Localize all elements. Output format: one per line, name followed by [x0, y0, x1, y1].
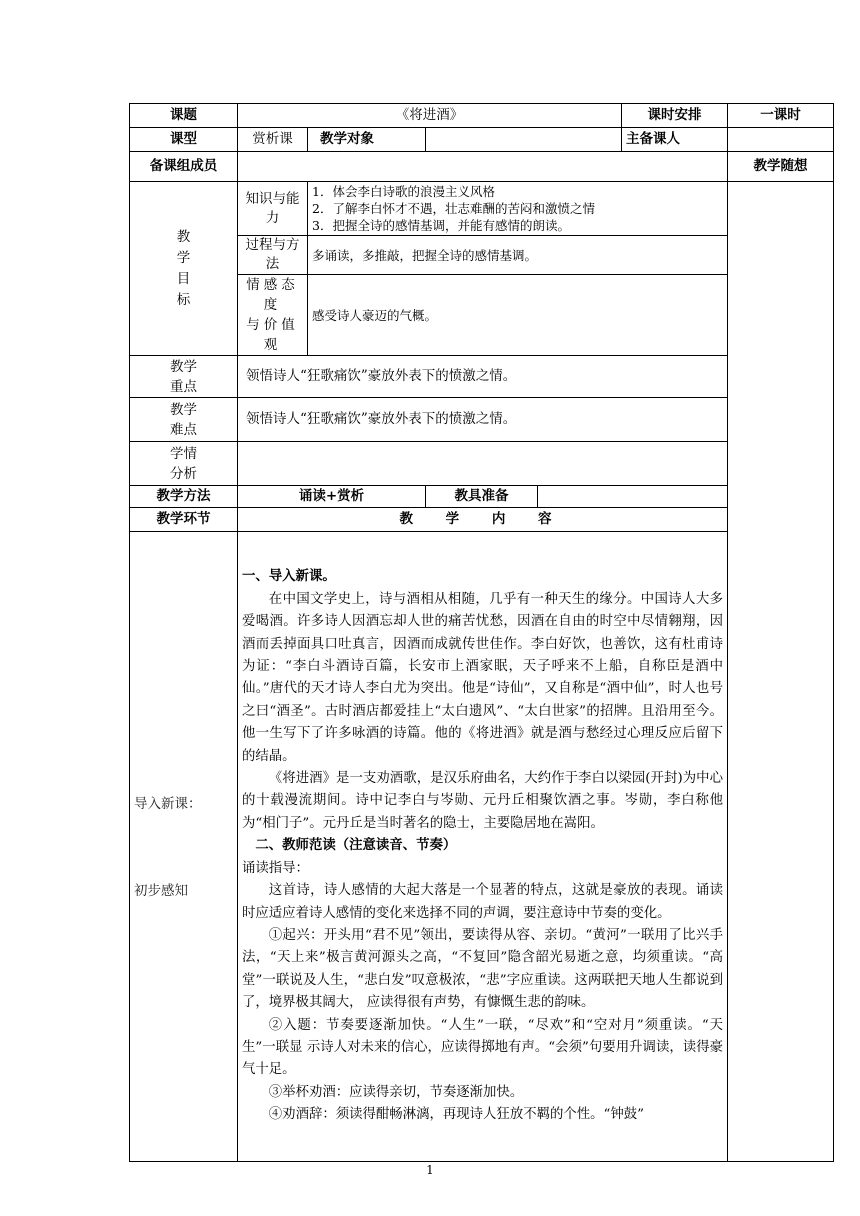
schedule-value: 一课时 — [728, 104, 834, 128]
lead-label: 主备课人 — [622, 128, 728, 152]
notes-label: 教学随想 — [728, 152, 834, 182]
methods-label: 教学方法 — [130, 486, 238, 508]
topic-value: 《将进酒》 — [238, 104, 622, 128]
goals-label: 教 学 目 标 — [130, 182, 238, 356]
notes-column — [728, 182, 834, 1162]
content-label: 教 学 内 容 — [238, 508, 728, 532]
goal-knowledge-label: 知识与能力 — [238, 182, 308, 236]
goal-process-content: 多诵读，多推敲，把握全诗的感情基调。 — [308, 236, 728, 275]
methods-value: 诵读+赏析 — [238, 486, 426, 508]
type-value: 赏析课 — [238, 128, 308, 152]
steps-label: 教学环节 — [130, 508, 238, 532]
side-label-intro: 导入新课： — [134, 795, 202, 812]
group-row — [130, 152, 834, 182]
goal-row-knowledge — [130, 182, 834, 236]
paragraph: ②入题：节奏要逐渐加快。“人生”一联，“尽欢”和“空对月”须重读。“天生”一联显 示诗人对未来的信心，应读得掷地有声。“会须”句要用升调读，读得豪气十足。 — [242, 1017, 724, 1078]
goal-emotion-content: 感受诗人豪迈的气概。 — [308, 275, 728, 356]
side-label-perception: 初步感知 — [134, 882, 188, 899]
tools-label: 教具准备 — [426, 486, 538, 508]
audience-label: 教学对象 — [308, 128, 426, 152]
paragraph: 在中国文学史上，诗与酒相从相随，几乎有一种天生的缘分。中国诗人大多爱喝酒。许多诗人因酒忘却人世的痛苦忧愁，因酒在自由的时空中尽情翱翔，因酒而丢掉面具口吐真言，因酒而成就传世佳作。李白好饮，也善饮，这有杜甫诗为证：“李白斗酒诗百篇，长安市上酒家眠，天子呼来不上船，自称臣是酒中仙。”唐代的天才诗人李白尤为突出。他是“诗仙”，又自称是“酒中仙”，时人也号之曰“酒圣”。古时酒店都爱挂上“太白遗风”、“太白世家”的招牌。且沿用至今。 他一生写下了许多咏酒的诗篇。他的《将进酒》就是酒与愁经过心理反应后留下的结晶。 — [242, 591, 724, 764]
lead-value — [728, 128, 834, 152]
analysis-value — [238, 442, 728, 486]
lesson-content — [238, 532, 728, 1162]
paragraph: 这首诗，诗人感情的大起大落是一个显著的特点，这就是豪放的表现。诵读时应适应着诗人感情的变化来选择不同的声调，要注意诗中节奏的变化。 — [242, 883, 724, 921]
paragraph: ①起兴：开头用“君不见”领出，要读得从容、亲切。“黄河”一联用了比兴手法，“天上来”极言黄河源头之高，“不复回”隐含韶光易逝之意，均须重读。“高堂”一联说及人生，“悲白发”叹意极浓，“悲”字应重读。这两联把天地人生都说到了，境界极其阔大， 应读得很有声势，有慷慨生悲的韵味。 — [242, 927, 724, 1011]
key-points-label: 教学 重点 — [130, 356, 238, 398]
key-points-value: 领悟诗人“狂歌痛饮”豪放外表下的愤激之情。 — [238, 356, 728, 398]
audience-value — [426, 128, 622, 152]
paragraph: 诵读指导： — [242, 860, 309, 876]
group-label: 备课组成员 — [130, 152, 238, 182]
side-labels — [130, 532, 238, 1162]
goal-knowledge-content: 1．体会李白诗歌的浪漫主义风格 2．了解李白怀才不遇，壮志难酬的苦闷和激愤之情 3．把握全诗的感情基调，并能有感情的朗读。 — [308, 182, 728, 236]
difficulties-value: 领悟诗人“狂歌痛饮”豪放外表下的愤激之情。 — [238, 398, 728, 442]
type-row — [130, 128, 834, 152]
goal-emotion-label: 情感态度 与价值观 — [238, 275, 308, 356]
tools-value — [538, 486, 728, 508]
section-heading: 一、导入新课。 — [242, 569, 336, 585]
section-heading: 二、教师范读（注意读音、节奏） — [255, 838, 457, 854]
topic-label: 课题 — [130, 104, 238, 128]
analysis-label: 学情 分析 — [130, 442, 238, 486]
group-value — [238, 152, 728, 182]
paragraph: 《将进酒》是一支劝酒歌，是汉乐府曲名，大约作于李白以梁园(开封)为中心的十载漫流期间。诗中记李白与岑勋、元丹丘相聚饮酒之事。岑勋，李白称他为“相门子”。元丹丘是当时著名的隐士，主要隐居地在嵩阳。 — [242, 771, 724, 831]
page-number: 1 — [426, 1163, 434, 1177]
schedule-label: 课时安排 — [622, 104, 728, 128]
goal-process-label: 过程与方法 — [238, 236, 308, 275]
difficulties-label: 教学 难点 — [130, 398, 238, 442]
lesson-plan-table — [129, 103, 834, 1162]
type-label: 课型 — [130, 128, 238, 152]
paragraph: ③举杯劝酒：应读得亲切，节奏逐渐加快。 — [268, 1084, 524, 1100]
paragraph: ④劝酒辞：须读得酣畅淋漓，再现诗人狂放不羁的个性。“钟鼓” — [268, 1107, 645, 1123]
topic-row — [130, 104, 834, 128]
